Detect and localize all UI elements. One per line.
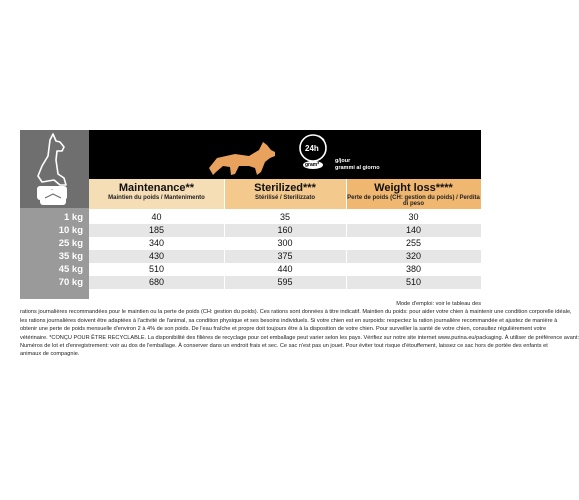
cell-weight-loss: 30 xyxy=(408,212,419,222)
row-weight-2: 10 kg xyxy=(58,225,83,236)
table-row xyxy=(89,224,481,237)
per-day-label-2: grammi al giorno xyxy=(335,165,380,171)
scale-icon xyxy=(34,184,74,209)
header-sterilized xyxy=(224,179,346,209)
cell-weight-loss: 320 xyxy=(405,251,422,261)
cell-weight-loss: 510 xyxy=(405,277,422,287)
header-sterilized-subtitle: Stérilisé / Sterilizzato xyxy=(254,195,316,201)
row-weight-1: 1 kg xyxy=(63,212,83,223)
cell-sterilized: 375 xyxy=(277,251,293,261)
feeding-table xyxy=(20,130,481,299)
column-divider xyxy=(224,179,225,299)
cell-sterilized: 300 xyxy=(277,238,293,248)
cell-sterilized: 440 xyxy=(277,264,293,274)
row-weight-6: 70 kg xyxy=(58,277,83,288)
table-row xyxy=(89,237,481,250)
instructions-line: animaux de compagnie. xyxy=(20,351,80,358)
cell-weight-loss: 255 xyxy=(405,238,422,248)
cell-maintenance: 680 xyxy=(148,277,165,287)
table-row xyxy=(89,211,481,224)
header-weight-loss-title: Weight loss**** xyxy=(374,182,453,194)
instructions-line: rations journalières recommandées pour le maintien ou la perte de poids (CH: gestion du poids). Ces rations sont données à titre indicatif. Maintien du poids: pour aider votre chien à maintenir une condition corporelle idéale, xyxy=(20,309,572,316)
header-weight-loss xyxy=(346,179,481,209)
row-weight-3: 25 kg xyxy=(58,238,83,249)
instructions-line: obtenir une perte de poids mensuelle d'environ 2 à 4% de son poids. De l'eau fraîche et propre doit toujours être à la disposition de votre chien. Pour surveiller la santé de votre chien, consultez régulièrement votre xyxy=(20,326,547,333)
cell-maintenance: 40 xyxy=(151,212,162,222)
table-row xyxy=(89,263,481,276)
usage-instructions xyxy=(20,300,579,359)
table-row xyxy=(89,276,481,289)
header-sterilized-title: Sterilized*** xyxy=(254,182,316,194)
cell-sterilized: 35 xyxy=(279,212,290,222)
cell-maintenance: 430 xyxy=(148,251,165,261)
instructions-line: vétérinaire. *CONÇU POUR ÊTRE RECYCLABLE. La disponibilité des filières de recyclage pour cet emballage peut varier selon les pays. Vérifiez sur notre site internet www.purina.eu/packaging. À utiliser de préférence avant: xyxy=(20,334,579,341)
clock-label: 24h xyxy=(305,144,319,153)
instructions-line: les rations journalières doivent être adaptées à l'activité de l'animal, sa condition physique et ses besoins individuels. Si votre chien est en surpoids: respectez la ration journalière recommandée et ajustez de manière à xyxy=(20,317,558,324)
table-row xyxy=(89,250,481,263)
cell-sterilized: 595 xyxy=(277,277,293,287)
row-weight-5: 45 kg xyxy=(58,264,83,275)
dog-icon xyxy=(89,130,481,179)
header-maintenance-subtitle: Maintien du poids / Mantenimento xyxy=(108,195,205,201)
column-divider xyxy=(346,179,347,299)
header-weight-loss-subtitle: Perte de poids (CH: gestion du poids) / Perdita di peso xyxy=(347,195,480,207)
row-weight-4: 35 kg xyxy=(58,251,83,262)
cell-sterilized: 160 xyxy=(277,225,293,235)
cell-weight-loss: 380 xyxy=(405,264,422,274)
cell-maintenance: 340 xyxy=(148,238,165,248)
gram-label: gram* xyxy=(305,162,320,168)
header-black-bar xyxy=(89,130,481,179)
instructions-line: Numéros de lot et d'enregistrement: voir au dos de l'emballage. À conserver dans un endroit frais et sec. Ce sac n'est pas un jouet. Pour éviter tout risque d'étouffement, laissez ce sac hors de portée des enfants et xyxy=(20,343,548,350)
header-maintenance xyxy=(89,179,224,209)
per-day-label-1: g/jour xyxy=(335,158,351,164)
instructions-line: Mode d'emploi: voir le tableau des xyxy=(396,301,481,307)
header-maintenance-title: Maintenance** xyxy=(118,182,195,194)
column-headers xyxy=(89,179,481,209)
cell-maintenance: 510 xyxy=(148,264,165,274)
cell-weight-loss: 140 xyxy=(405,225,422,235)
clock-icon xyxy=(289,130,349,179)
cell-maintenance: 185 xyxy=(148,225,165,235)
